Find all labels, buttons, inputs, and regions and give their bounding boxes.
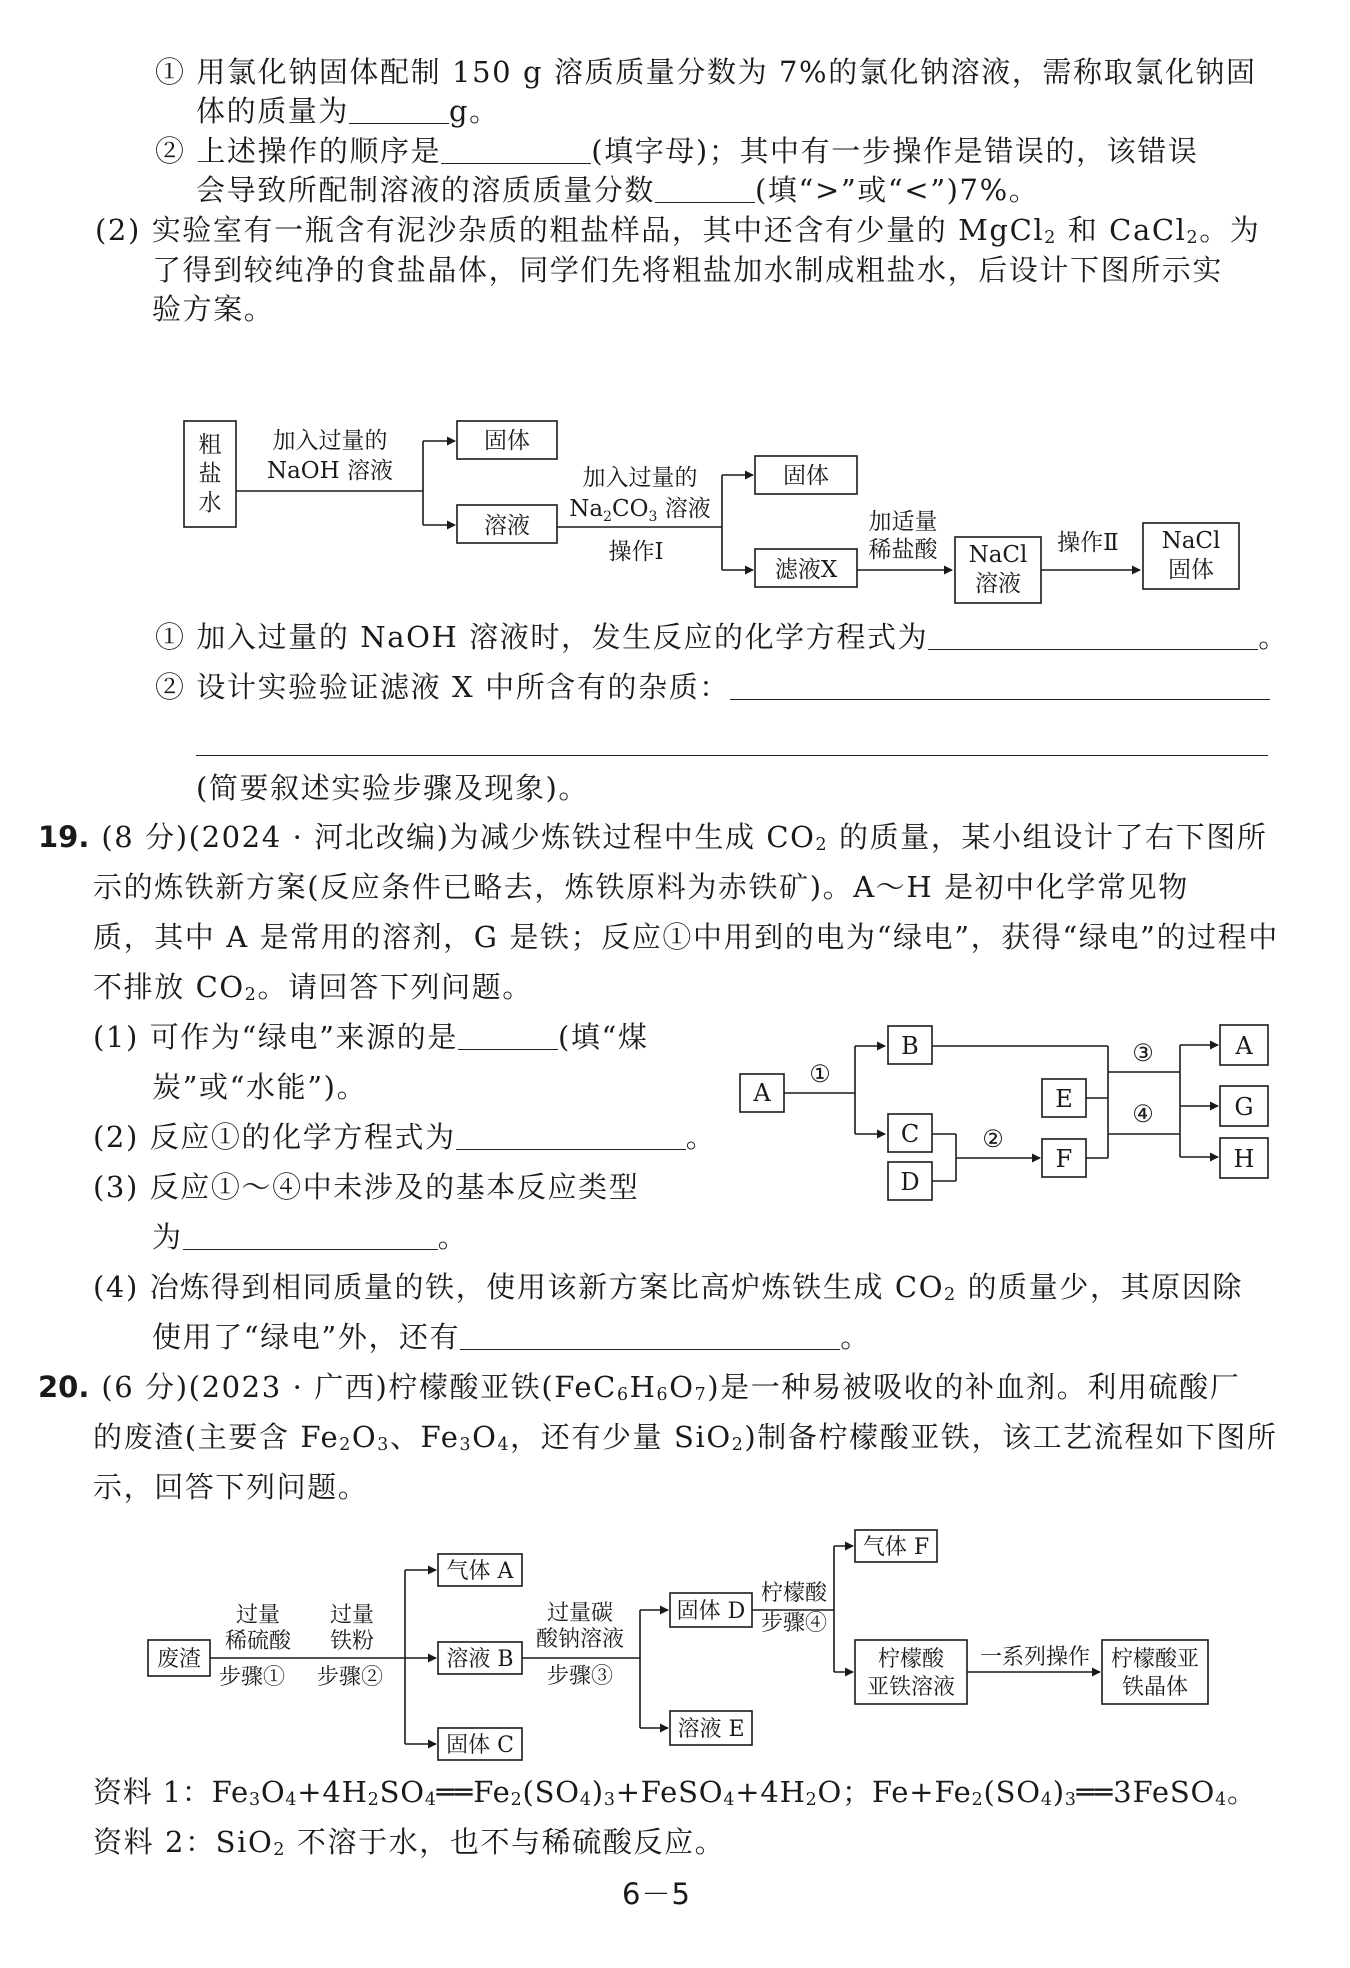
node-a-output-label: A <box>1235 1032 1253 1060</box>
q19-line-b: 示的炼铁新方案(反应条件已略去，炼铁原料为赤铁矿)。A～H 是初中化学常见物 <box>93 870 1189 904</box>
q18-part2-1-line: ① 加入过量的 NaOH 溶液时，发生反应的化学方程式为 。 <box>155 620 1289 654</box>
q19-2-line: (2) 反应①的化学方程式为 。 <box>93 1120 717 1154</box>
q18-part2-line-b: 了得到较纯净的食盐晶体，同学们先将粗盐加水制成粗盐水，后设计下图所示实 <box>152 253 1224 287</box>
label-operation-1: 操作Ⅰ <box>608 539 664 565</box>
label-hcl-2: 稀盐酸 <box>868 537 938 563</box>
step1-reagent-2: 稀硫酸 <box>224 1629 292 1654</box>
q20-line-a: 20. (6 分)(2023 · 广西)柠檬酸亚铁$(FeC_6H_6O_7)$是一种易被吸收的补血剂。利用硫酸厂 <box>38 1370 1241 1405</box>
reaction-1-marker: ① <box>809 1060 831 1088</box>
q19-1b-line: 炭”或“水能”)。 <box>152 1070 368 1104</box>
step3-reagent-2: 酸钠溶液 <box>535 1627 625 1652</box>
crystal-2: 铁晶体 <box>1121 1675 1189 1700</box>
reaction-2-marker: ② <box>982 1125 1004 1153</box>
label-hcl-1: 加适量 <box>868 509 938 535</box>
step2-reagent-2: 铁粉 <box>329 1629 375 1654</box>
brine-char-2: 盐 <box>198 461 222 487</box>
solution-b-label: 溶液 B <box>446 1647 514 1672</box>
box-filtrate-label: 滤液X <box>774 557 838 583</box>
step4-reagent: 柠檬酸 <box>760 1581 828 1606</box>
step3-reagent-1: 过量碳 <box>546 1601 614 1626</box>
q19-4-line: (4) 冶炼得到相同质量的铁，使用该新方案比高炉炼铁生成 $CO_2$ 的质量少，其原因除 <box>93 1270 1243 1305</box>
node-d-label: D <box>900 1168 920 1196</box>
q19-3b-line: 为 。 <box>152 1220 469 1254</box>
step1-label: 步骤① <box>218 1665 286 1690</box>
reaction-3-marker: ③ <box>1132 1039 1154 1067</box>
gas-f-label: 气体 F <box>862 1535 930 1560</box>
node-f-label: F <box>1055 1145 1073 1173</box>
question-number-20: 20. <box>38 1370 90 1404</box>
step3-label: 步骤③ <box>546 1664 614 1689</box>
q19-line-a: 19. (8 分)(2024 · 河北改编)为减少炼铁过程中生成 $CO_2$ 的质量，某小组设计了右下图所 <box>38 820 1268 855</box>
box-solution-label: 溶液 <box>484 513 530 539</box>
brine-char-1: 粗 <box>198 432 222 458</box>
crystal-1: 柠檬酸亚 <box>1110 1647 1200 1672</box>
node-e-label: E <box>1055 1085 1073 1113</box>
label-na2co3-1: 加入过量的 <box>582 465 698 491</box>
solid-c-label: 固体 C <box>446 1733 514 1758</box>
q19-line-c: 质，其中 A 是常用的溶剂，G 是铁；反应①中用到的电为“绿电”，获得“绿电”的过程中 <box>93 920 1279 954</box>
nacl-solid-1: NaCl <box>1161 528 1221 554</box>
nacl-solid-2: 固体 <box>1168 557 1214 583</box>
question-number-19: 19. <box>38 820 90 854</box>
resource-2-line: 资料 2：SiO$_2$ 不溶于水，也不与稀硫酸反应。 <box>93 1825 726 1860</box>
q19-line-d: 不排放 $CO_2$。请回答下列问题。 <box>93 970 533 1005</box>
brine-char-3: 水 <box>198 490 222 516</box>
solid-d-label: 固体 D <box>676 1599 746 1624</box>
q18-part2-2-line: ② 设计实验验证滤液 X 中所含有的杂质： <box>155 673 1270 702</box>
q18-2-line-a: ② 上述操作的顺序是 (填字母)；其中有一步操作是错误的，该错误 <box>155 134 1199 168</box>
reaction-4-marker: ④ <box>1132 1100 1154 1128</box>
q18-1-line-b: 体的质量为 g。 <box>196 94 500 128</box>
q18-2-line-b: 会导致所配制溶液的溶质质量分数 (填“>”或“<”)7%。 <box>196 173 1040 207</box>
step2-reagent-1: 过量 <box>329 1603 375 1628</box>
label-operation-2: 操作Ⅱ <box>1057 530 1119 556</box>
q19-4b-line: 使用了“绿电”外，还有 。 <box>152 1320 871 1354</box>
node-b-label: B <box>901 1032 919 1060</box>
label-naoh-1: 加入过量的 <box>272 428 388 454</box>
box-solid-2-label: 固体 <box>783 463 829 489</box>
node-h-label: H <box>1233 1145 1255 1173</box>
resource-1-line: 资料 1：$Fe_3O_4+4H_2SO_4══Fe_2(SO_4)_3+FeSO_4+4H_2O$；$Fe+Fe_2(SO_4)_3══3FeSO_4$。 <box>93 1775 1257 1810</box>
citrate-solution-2: 亚铁溶液 <box>866 1675 956 1700</box>
waste-label: 废渣 <box>156 1647 202 1672</box>
q20-line-b: 的废渣(主要含 $Fe_2O_3$、$Fe_3O_4$，还有少量 SiO$_2$)制备柠檬酸亚铁，该工艺流程如下图所 <box>93 1420 1278 1455</box>
q18-1-line-a: ① 用氯化钠固体配制 150 g 溶质质量分数为 7%的氯化钠溶液，需称取氯化钠固 <box>155 55 1257 89</box>
series-of-operations: 一系列操作 <box>979 1645 1091 1670</box>
node-c-label: C <box>900 1120 920 1148</box>
page-number: 6－5 <box>622 1877 691 1911</box>
label-naoh-2: NaOH 溶液 <box>266 458 394 484</box>
step2-label: 步骤② <box>316 1665 384 1690</box>
box-solid-1-label: 固体 <box>484 428 530 454</box>
gas-a-label: 气体 A <box>446 1559 514 1584</box>
node-g-label: G <box>1234 1093 1254 1121</box>
step4-label: 步骤④ <box>760 1611 828 1636</box>
q18-part2-line-a: (2) 实验室有一瓶含有泥沙杂质的粗盐样品，其中还含有少量的 MgCl$_2$ 和 CaCl$_2$。为 <box>95 213 1261 248</box>
step1-reagent-1: 过量 <box>235 1603 281 1628</box>
node-a-label: A <box>753 1079 771 1107</box>
q19-3-line: (3) 反应①～④中未涉及的基本反应类型 <box>93 1170 640 1204</box>
q20-line-c: 示，回答下列问题。 <box>93 1470 369 1504</box>
solution-e-label: 溶液 E <box>677 1717 745 1742</box>
q18-part2-line-c: 验方案。 <box>152 292 275 326</box>
nacl-solution-1: NaCl <box>968 542 1028 568</box>
label-na2co3-2: $Na_2CO_3$ 溶液 <box>569 496 711 525</box>
citrate-solution-1: 柠檬酸 <box>877 1647 945 1672</box>
nacl-solution-2: 溶液 <box>975 571 1021 597</box>
q18-part2-3-line: (简要叙述实验步骤及现象)。 <box>196 771 590 805</box>
q19-1-line: (1) 可作为“绿电”来源的是 (填“煤 <box>93 1020 649 1054</box>
